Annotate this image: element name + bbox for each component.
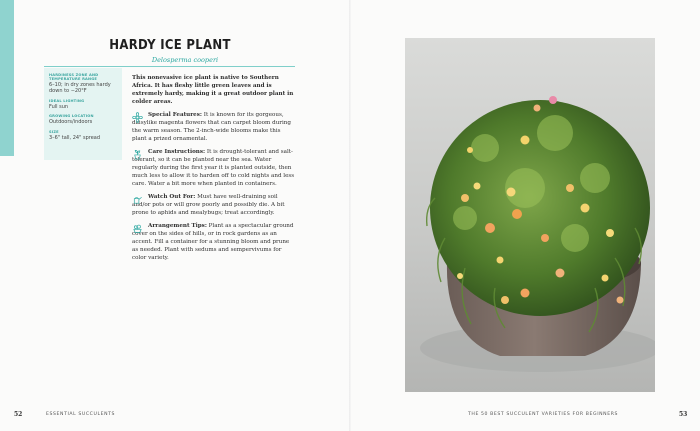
- section-heading: Watch Out For:: [148, 194, 196, 200]
- title-divider: [44, 66, 295, 67]
- care-instructions-section: [132, 148, 295, 188]
- plant-pot-icon: [132, 149, 143, 160]
- watch-out-section: [132, 193, 295, 217]
- flower-icon: [132, 112, 143, 123]
- left-page-number: 52: [14, 411, 23, 418]
- location-value: Outdoors/indoors: [49, 119, 93, 126]
- size-label: SIZE: [49, 129, 59, 134]
- plant-facts-sidebar: [44, 68, 122, 160]
- lighting-value: Full sun: [49, 103, 69, 110]
- watering-can-icon: [132, 194, 143, 205]
- plant-photo: [405, 38, 655, 392]
- special-features-section: [132, 111, 295, 143]
- arrangement-tips-section: [132, 222, 295, 262]
- arrangement-icon: [132, 223, 143, 234]
- lighting-label: IDEAL LIGHTING: [49, 98, 85, 103]
- body-text: [132, 74, 295, 267]
- section-heading: Arrangement Tips:: [148, 223, 207, 229]
- section-text: It is known for its gorgeous, daisylike magenta flowers that can carpet bloom during the warm season. The 2-inch-wide blooms make this plant a prized ornamental.: [132, 112, 291, 142]
- section-heading: Special Features:: [148, 112, 202, 118]
- botanical-name: Delosperma cooperi: [151, 56, 219, 64]
- location-label: GROWING LOCATION: [49, 114, 94, 119]
- left-running-head: ESSENTIAL SUCCULENTS: [46, 412, 116, 417]
- section-text: It is drought-tolerant and salt-tolerant, so it can be planted near the sea. Water regularly during the first year it is planted outside, then much less to allow it to harden off to cold nights and less care. Water a bit more when planted in containers.: [132, 149, 295, 187]
- section-tab: [0, 0, 14, 156]
- size-value: 3–6" tall, 24" spread: [49, 134, 101, 141]
- hardiness-value: 6–10; in dry zones hardy down to −20°F: [49, 82, 111, 95]
- right-page-number: 53: [679, 411, 688, 418]
- hardiness-label: HARDINESS ZONE AND TEMPERATURE RANGE: [49, 73, 99, 81]
- page-title: HARDY ICE PLANT: [109, 38, 231, 53]
- book-gutter: [349, 0, 351, 431]
- section-text: Plant as a spectacular ground cover on the sides of hills, or in rock gardens as an accent. Fill a container for a stunning bloom and prune as needed. Plant with sedums and sempervivums for color variety.: [132, 223, 294, 261]
- right-running-head: THE 50 BEST SUCCULENT VARIETIES FOR BEGINNERS: [468, 412, 619, 417]
- section-text: Must have well-draining soil and/or pots or will grow poorly and possibly die. A bit prone to aphids and mealybugs; treat accordingly.: [132, 194, 285, 216]
- intro-paragraph: This nonevasive ice plant is native to Southern Africa. It has fleshy little green leaves and is extremely hardy, making it a great outdoor plant in colder areas.: [132, 75, 294, 105]
- section-heading: Care Instructions:: [148, 149, 206, 155]
